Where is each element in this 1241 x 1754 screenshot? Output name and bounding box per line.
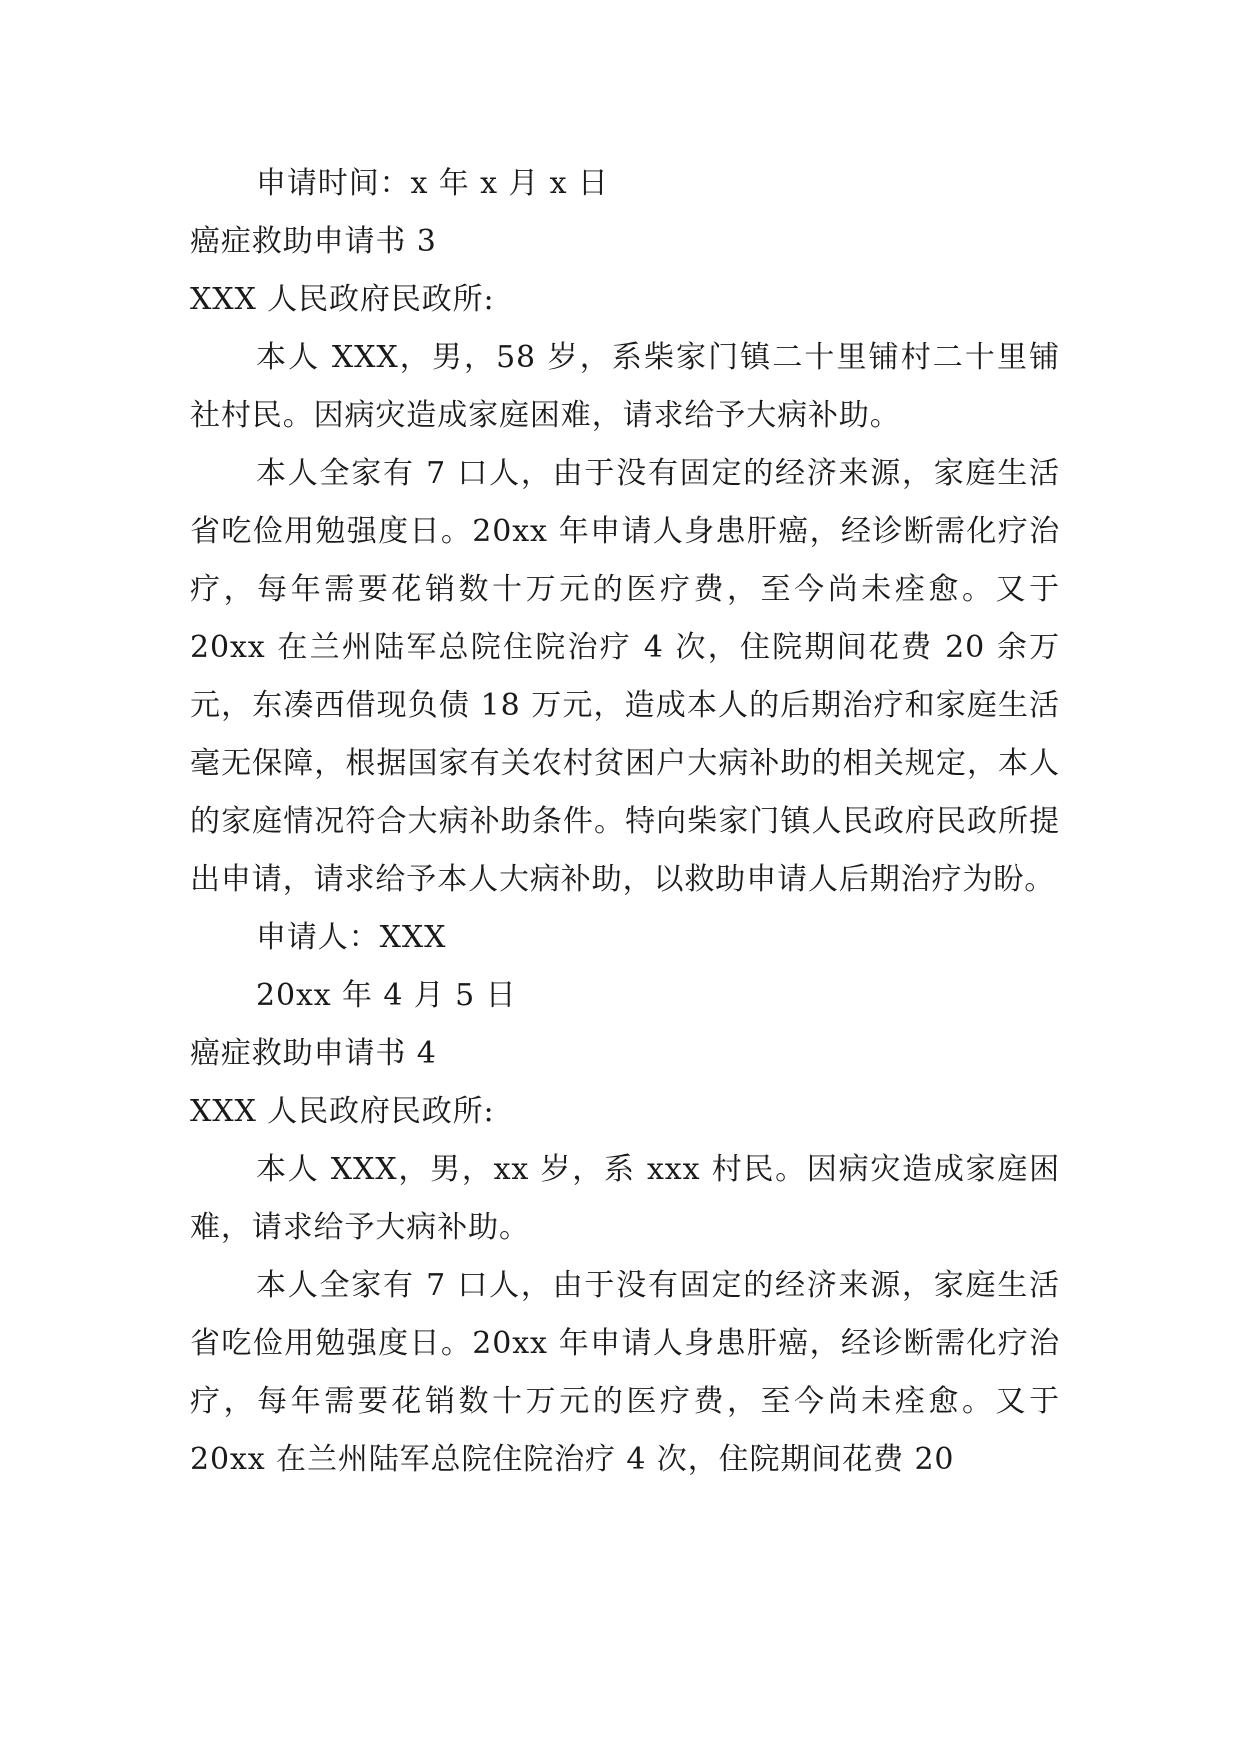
letter4-title: 癌症救助申请书 4 (190, 1036, 437, 1071)
document-body (190, 155, 1060, 1489)
letter4-paragraph-2: 本人全家有 7 口人，由于没有固定的经济来源，家庭生活省吃俭用勉强度日。20xx 年申请人身患肝癌，经诊断需化疗治疗，每年需要花销数十万元的医疗费，至今尚未痊愈。又于 20xx 在兰州陆军总院住院治疗 4 次，住院期间花费 20 (190, 1268, 1060, 1477)
letter3-paragraph-2: 本人全家有 7 口人，由于没有固定的经济来源，家庭生活省吃俭用勉强度日。20xx 年申请人身患肝癌，经诊断需化疗治疗，每年需要花销数十万元的医疗费，至今尚未痊愈。又于 20xx 在兰州陆军总院住院治疗 4 次，住院期间花费 20 余万元，东凑西借现负债 18 万元，造成本人的后期治疗和家庭生活毫无保障，根据国家有关农村贫困户大病补助的相关规定，本人的家庭情况符合大病补助条件。特向柴家门镇人民政府民政所提出申请，请求给予本人大病补助，以救助申请人后期治疗为盼。 (190, 456, 1060, 897)
application-date-line: 申请时间：x 年 x 月 x 日 (256, 166, 609, 201)
letter3-title: 癌症救助申请书 3 (190, 224, 437, 259)
letter3-recipient: XXX 人民政府民政所: (190, 282, 495, 317)
letter3-date: 20xx 年 4 月 5 日 (256, 978, 517, 1013)
letter4-paragraph-1: 本人 XXX，男，xx 岁，系 xxx 村民。因病灾造成家庭困难，请求给予大病补助。 (190, 1152, 1060, 1245)
letter3-paragraph-1: 本人 XXX，男，58 岁，系柴家门镇二十里铺村二十里铺社村民。因病灾造成家庭困难，请求给予大病补助。 (190, 340, 1060, 433)
letter4-recipient: XXX 人民政府民政所: (190, 1094, 495, 1129)
letter3-signature: 申请人：XXX (256, 920, 447, 955)
